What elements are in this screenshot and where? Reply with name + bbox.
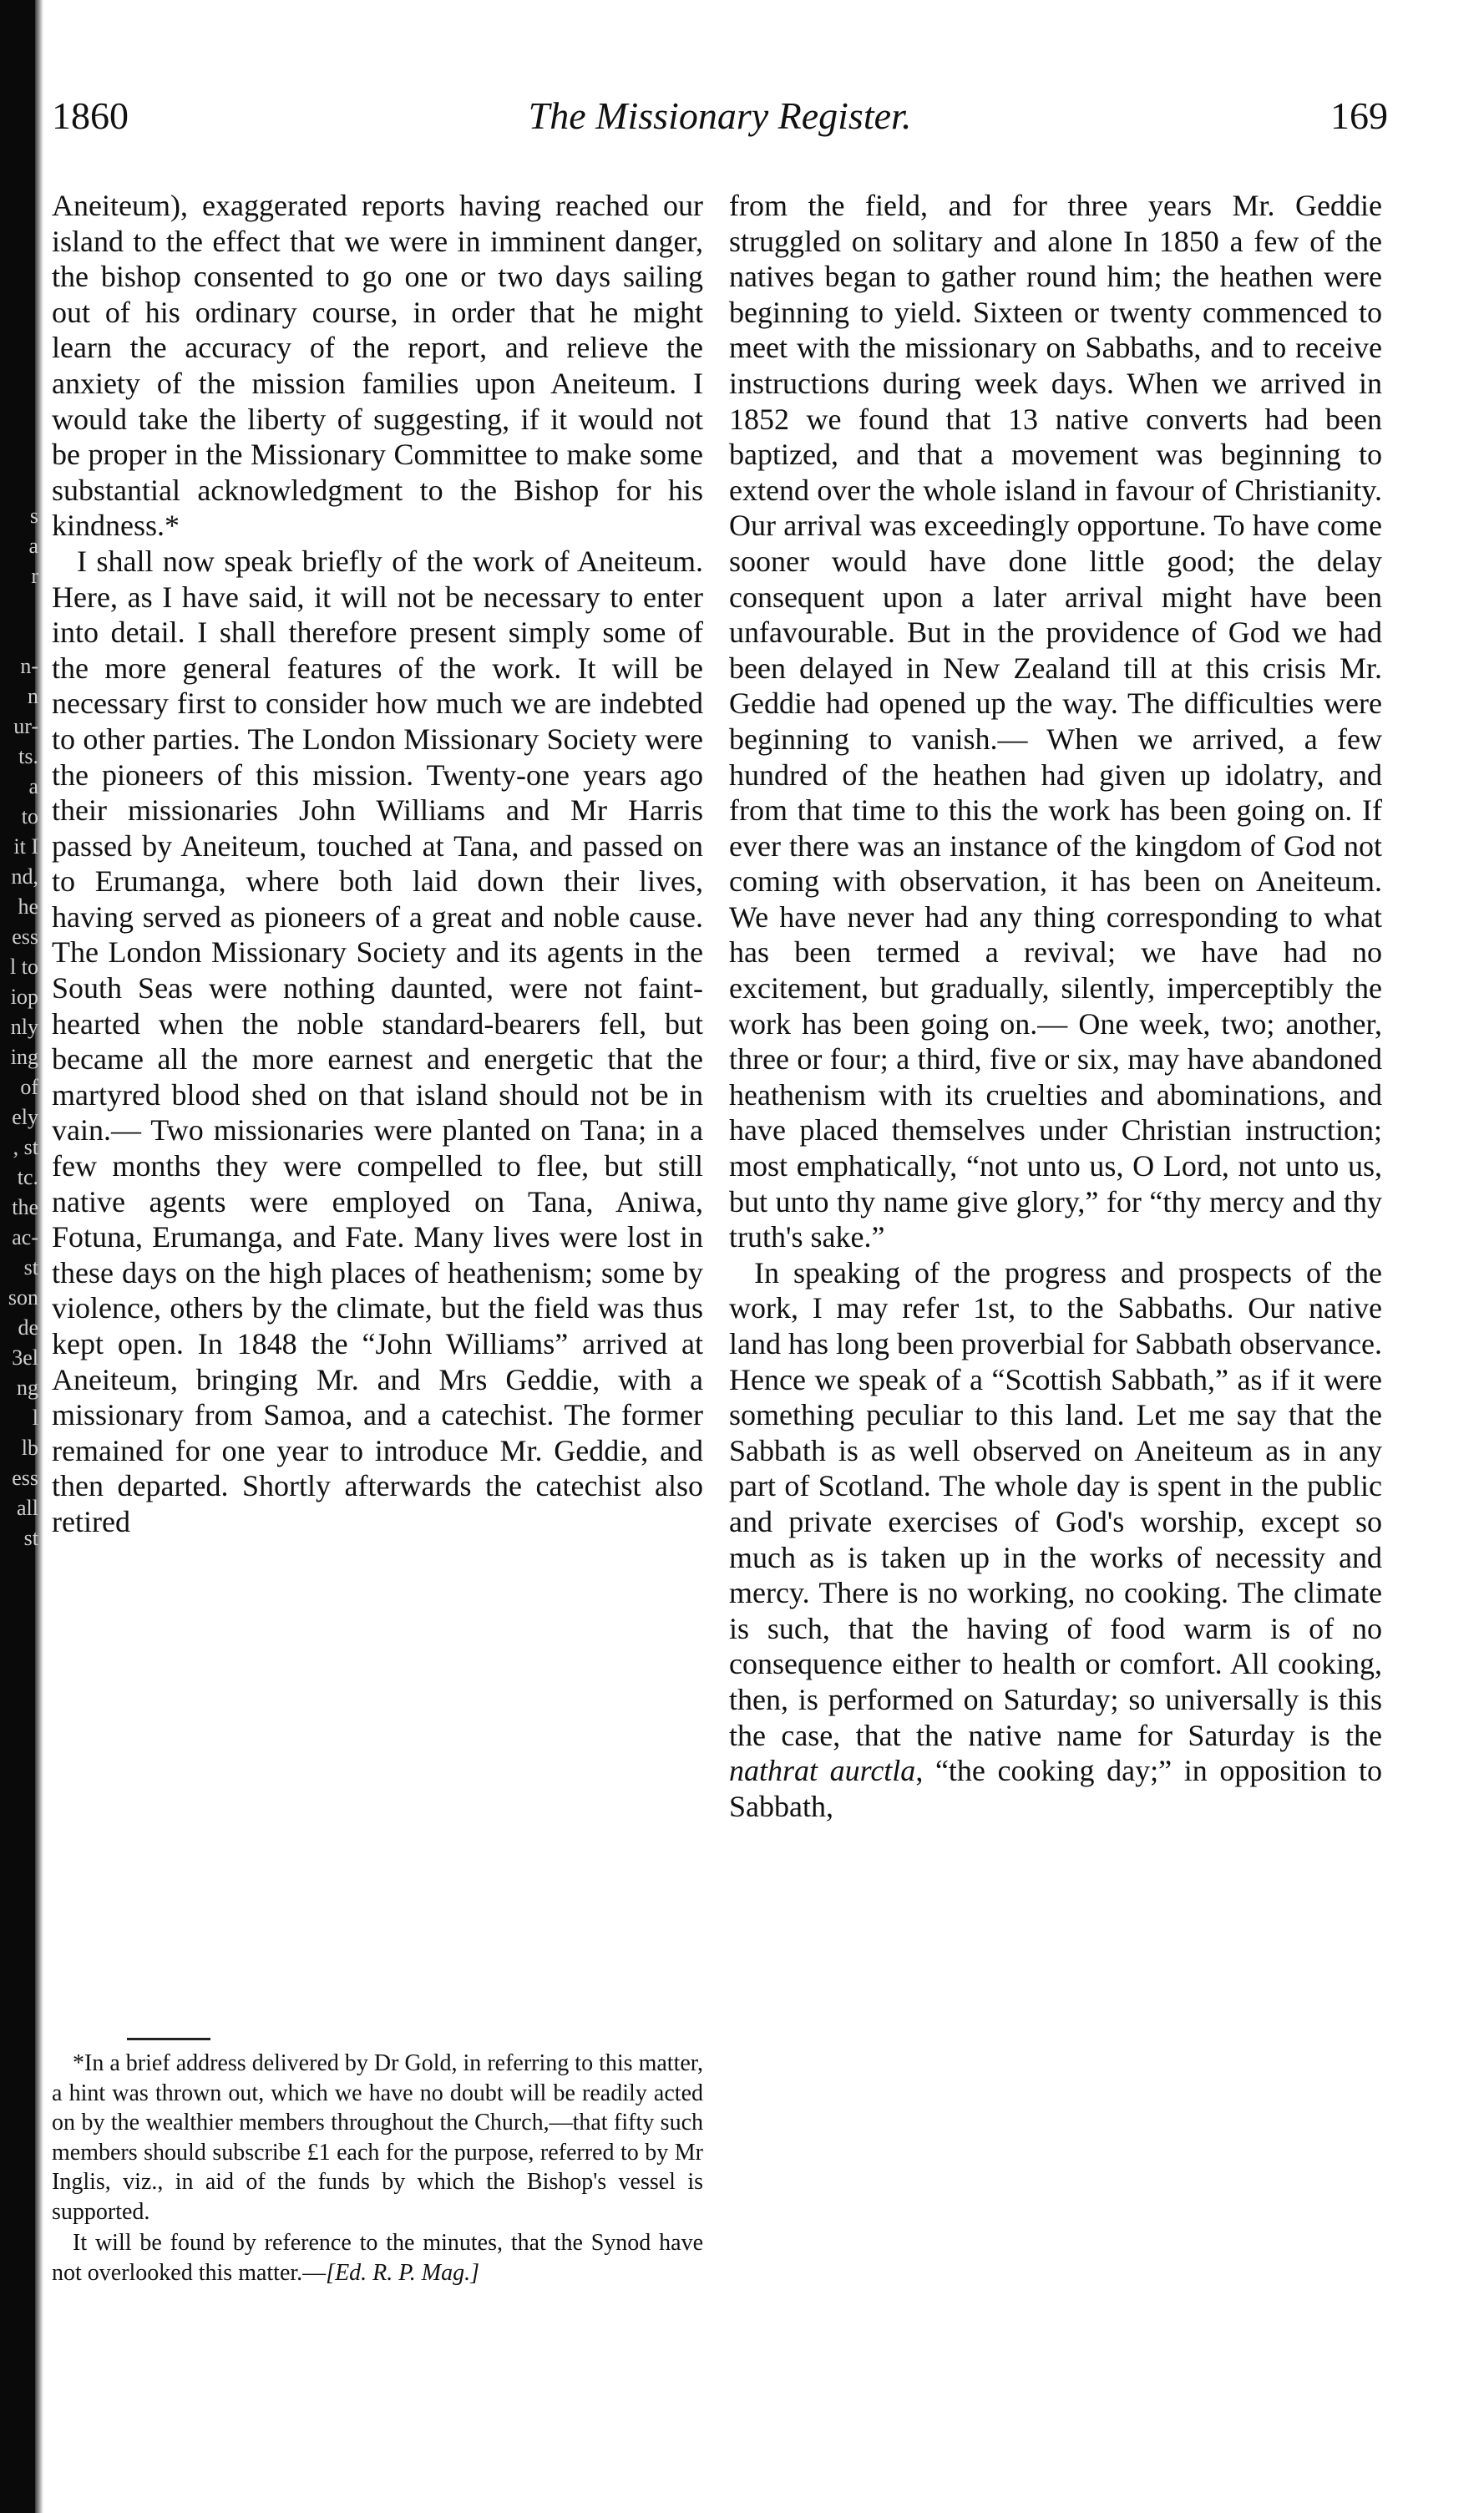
gutter-fragment: ac- (12, 1225, 38, 1249)
gutter-fragment: ess (12, 925, 38, 949)
gutter-fragment: a (28, 774, 38, 798)
gutter-fragment: son (8, 1285, 38, 1310)
native-term: nathrat aurctla (729, 1754, 916, 1788)
gutter-fragment: ng (17, 1376, 38, 1400)
gutter-fragment: lb (21, 1436, 38, 1460)
gutter-fragment: he (18, 894, 38, 919)
paragraph-text: , “the cooking day;” in opposition to Sabbath, (729, 1754, 1383, 1823)
footnotes (52, 2038, 703, 2288)
previous-page-gutter (5, 501, 38, 1553)
footnote-rule (127, 2038, 210, 2040)
header-year: 1860 (52, 94, 129, 137)
footnote-text: It will be found by reference to the minutes, that the Synod have not overlooked this matter.— (52, 2230, 703, 2286)
gutter-fragment: 3el (12, 1345, 38, 1370)
gutter-fragment: l (32, 1406, 38, 1430)
gutter-fragment: de (18, 1315, 38, 1340)
gutter-fragment (5, 591, 38, 621)
gutter-fragment: all (17, 1496, 38, 1520)
gutter-fragment: of (20, 1075, 38, 1099)
running-head (52, 94, 1388, 144)
gutter-fragment: ing (10, 1045, 38, 1069)
gutter-fragment: nly (10, 1015, 38, 1039)
paragraph: Aneiteum), exaggerated reports having reached our island to the effect that we were in imminent danger, the bishop consented to go one or two days sailing out of his ordinary course, in order that he might learn the accuracy of the report, and relieve the anxiety of the mission families upon Aneiteum. I would take the liberty of suggesting, if it would not be proper in the Missionary Committee to make some substantial acknowledgment to the Bishop for his kindness.* (52, 189, 703, 543)
gutter-fragment: n- (20, 654, 38, 678)
gutter-fragment: n (28, 684, 38, 708)
gutter-fragment: st (23, 1526, 38, 1550)
gutter-fragment: ess (12, 1466, 38, 1490)
gutter-fragment: ely (12, 1105, 38, 1129)
gutter-fragment: to (21, 804, 38, 828)
editor-signature: [Ed. R. P. Mag.] (326, 2259, 479, 2286)
gutter-fragment: iop (10, 985, 38, 1009)
gutter-fragment: tc. (17, 1165, 38, 1189)
paragraph (729, 1255, 1382, 1825)
footnote (52, 2228, 703, 2288)
paragraph: I shall now speak briefly of the work of Aneiteum. Here, as I have said, it will not be necessary to enter into detail. I shall therefore present simply some of the more general features of the work. It will be necessary first to consider how much we are indebted to other parties. The London Missionary Society were the pioneers of this mission. Twenty-one years ago their missionaries John Williams and Mr Harris passed by Aneiteum, touched at Tana, and passed on to Erumanga, where both laid down their lives, having served as pioneers of a great and noble cause. The London Missionary Society and its agents in the South Seas were nothing daunted, were not faint-hearted when the noble standard-bearers fell, but became all the more earnest and energetic that the martyred blood shed on that island should not be in vain.— Two missionaries were planted on Tana; in a few months they were compelled to flee, but still native agents were employed on Tana, Aniwa, Fotuna, Erumanga, and Fate. Many lives were lost in these days on the high places of heathenism; some by violence, others by the climate, but the field was thus kept open. In 1848 the “John Williams” arrived at Aneiteum, bringing Mr. and Mrs Geddie, with a missionary from Samoa, and a catechist. The former remained for one year to introduce Mr. Geddie, and then departed. Shortly afterwards the catechist also retired (52, 544, 703, 1538)
journal-title: The Missionary Register. (528, 94, 912, 137)
paragraph-text: In speaking of the progress and prospects of the work, I may refer 1st, to the Sabbaths. Our native land has long been proverbial for Sabbath observance. Hence we speak of a “Scottish Sabbath,” as if it were something peculiar to this land. Let me say that the Sabbath is as well observed on Aneiteum as in any part of Scotland. The whole day is spent in the public and private exercises of God's worship, except so much as is taken up in the works of necessity and mercy. There is no working, no cooking. The climate is such, that the having of food warm is of no consequence either to health or comfort. All cooking, then, is performed on Saturday; so universally is this the case, that the native name for Saturday is the (729, 1255, 1382, 1752)
page-number: 169 (1330, 94, 1388, 137)
right-column (729, 188, 1382, 1824)
paragraph: from the field, and for three years Mr. Geddie struggled on solitary and alone In 1850 a few of the natives began to gather round him; the heathen were beginning to yield. Sixteen or twenty commenced to meet with the missionary on Sabbaths, and to receive instructions during week days. When we arrived in 1852 we found that 13 native converts had been baptized, and that a movement was beginning to extend over the whole island in favour of Christianity. Our arrival was exceedingly opportune. To have come sooner would have done little good; the delay consequent upon a later arrival might have been unfavourable. But in the providence of God we had been delayed in New Zealand till at this crisis Mr. Geddie had opened up the way. The difficulties were beginning to vanish.— When we arrived, a few hundred of the heathen had given up idolatry, and from that time to this the work has been going on. If ever there was an instance of the kingdom of God not coming with observation, it has been on Aneiteum. We have never had any thing corresponding to what has been termed a revival; we have had no excitement, but gradually, silently, imperceptibly the work has been going on.— One week, two; another, three or four; a third, five or six, may have abandoned heathenism with its cruelties and abominations, and have placed themselves under Christian instruction; most emphatically, “not unto us, O Lord, not unto us, but unto thy name give glory,” for “thy mercy and thy truth's sake.” (729, 189, 1382, 1254)
gutter-fragment: , st (13, 1135, 38, 1159)
gutter-fragment: l to (10, 955, 38, 979)
gutter-fragment: a (28, 534, 38, 558)
footnote: *In a brief address delivered by Dr Gold, in referring to this matter, a hint was thrown out, which we have no doubt will be readily acted on by the wealthier members throughout the Church,—that fifty such members should subscribe £1 each for the purpose, referred to by Mr Inglis, viz., in aid of the funds by which the Bishop's vessel is supported. (52, 2050, 703, 2225)
gutter-fragment: it I (13, 834, 38, 859)
gutter-fragment: st (23, 1255, 38, 1279)
gutter-fragment: nd, (11, 864, 38, 889)
left-column (52, 188, 703, 1540)
gutter-fragment: the (12, 1195, 38, 1219)
gutter-fragment: ur- (13, 714, 38, 738)
gutter-fragment: s (29, 504, 38, 528)
gutter-fragment (5, 621, 38, 651)
gutter-fragment: ts. (18, 744, 38, 768)
gutter-fragment: r (31, 564, 38, 588)
